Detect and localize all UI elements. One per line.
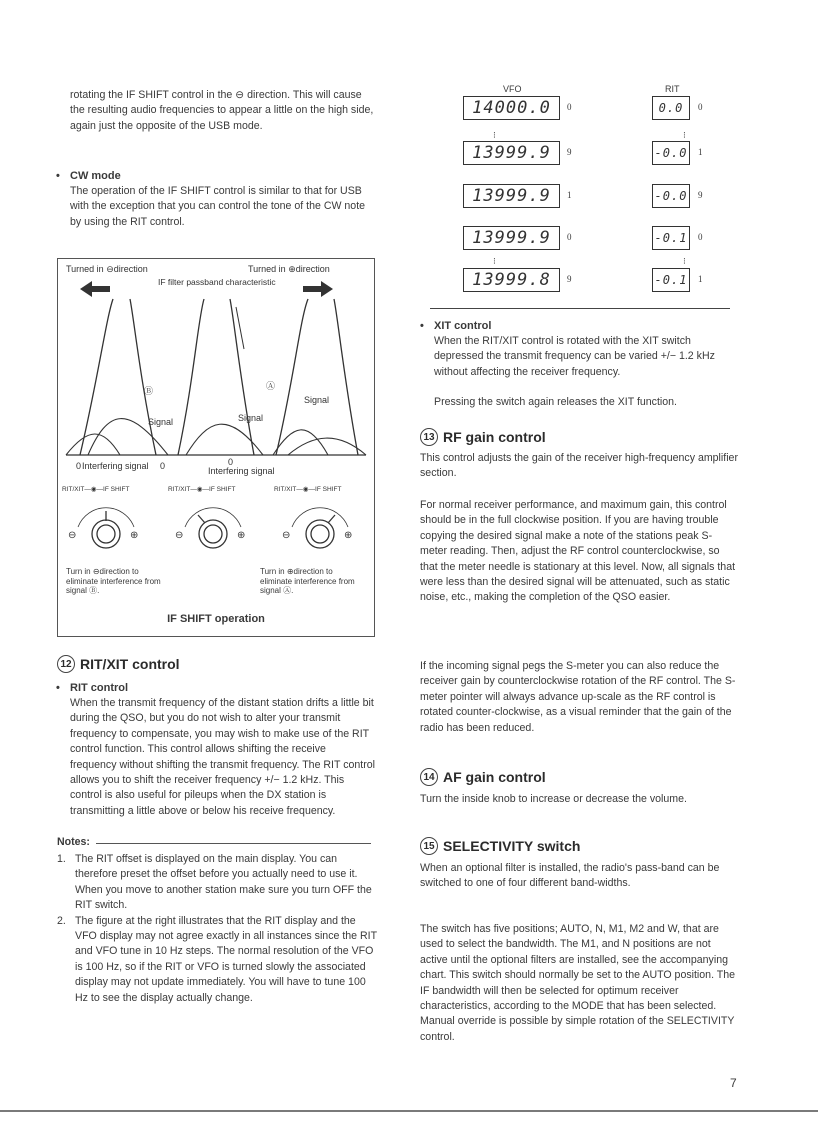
note-text: The RIT offset is displayed on the main display. You can therefore preset the offset before you actually need to use it. When you move to another station make sure you turn OFF the RIT switch. [75, 853, 372, 912]
knob-2 [185, 508, 241, 548]
left-passband-edge-1 [80, 299, 113, 455]
rit-control-heading: • RIT control [70, 682, 128, 694]
vfo-display: 13999.9 [463, 141, 560, 165]
rf-gain-paragraph-3: If the incoming signal pegs the S-meter you can also reduce the receiver gain by counterclockwise rotation of the RF control. The S-meter pointer will always advance up-scale as the RF control is rotated counter-clockwise, as a visual reminder that the gain of the radio has been reduced. [420, 660, 736, 734]
rit-digit: 0 [698, 232, 703, 242]
rit-display: -0.0 [652, 184, 690, 208]
right-passband-edge-2 [334, 299, 358, 455]
section-12-title: RIT/XIT control [80, 656, 180, 672]
left-passband-edge-2 [130, 299, 156, 455]
vfo-digit: 1 [567, 190, 572, 200]
vfo-digit: 0 [567, 102, 572, 112]
signal-label-left: Signal [148, 417, 174, 427]
section-14-title: AF gain control [443, 769, 546, 785]
plus-icon: ⊕ [237, 530, 246, 541]
rit-display: -0.1 [652, 268, 690, 292]
ellipsis-mark: ⁝ [493, 256, 496, 266]
note-number: 1. [57, 853, 66, 865]
vfo-label: VFO [503, 84, 522, 94]
note-text: The figure at the right illustrates that the RIT display and the VFO display may not agree exactly in all instances since the RIT and VFO tune in 10 Hz steps. The normal resolution of the VFO is 100 Hz, so if the RIT or VFO is turned slowly the associated display may not update immediately. You will have to tune 100 Hz to see the display actually change. [75, 914, 377, 1004]
section-12-heading [57, 655, 180, 673]
knob-label-1: RIT/XIT—◉—IF SHIFT [62, 486, 130, 493]
cw-mode-heading: • CW mode [70, 170, 121, 182]
section-13-heading [420, 428, 546, 446]
xit-control-heading: • XIT control [434, 320, 491, 332]
rit-digit: 1 [698, 274, 703, 284]
minus-icon: ⊖ [68, 530, 77, 541]
vfo-display: 13999.9 [463, 226, 560, 250]
left-arrow-icon [80, 281, 110, 297]
knob-1 [78, 508, 134, 548]
rit-digit: 1 [698, 147, 703, 157]
right-arrow-icon [303, 281, 333, 297]
turn-plus-note: Turn in ⊕direction to eliminate interference from signal Ⓐ. [260, 567, 355, 595]
selectivity-paragraph-1: When an optional filter is installed, the radio's pass-band can be switched to one of four different band-widths. [420, 862, 720, 890]
section-14-heading [420, 768, 546, 786]
marker-b: Ⓑ [144, 386, 154, 396]
knob-label-2: RIT/XIT—◉—IF SHIFT [168, 486, 236, 493]
vfo-display: 14000.0 [463, 96, 560, 120]
note-number: 2. [57, 914, 66, 927]
passband-label: IF filter passband characteristic [158, 277, 276, 287]
notes-rule [96, 843, 371, 844]
vfo-digit: 0 [567, 232, 572, 242]
knob-3 [292, 508, 348, 548]
rit-digit: 9 [698, 190, 703, 200]
display-figure [455, 84, 735, 309]
notes-label: Notes: [57, 836, 90, 848]
ellipsis-mark: ⁝ [493, 130, 496, 140]
if-shift-figure [57, 258, 375, 637]
marker-a: Ⓐ [266, 381, 276, 391]
section-15-heading [420, 837, 580, 855]
signal-label-right: Signal [304, 395, 330, 405]
right-passband-edge-1 [276, 299, 308, 455]
plus-icon: ⊕ [344, 530, 353, 541]
center-passband-edge-1 [178, 299, 204, 455]
xit-release-paragraph: Pressing the switch again releases the XIT function. [434, 396, 678, 408]
note-item [57, 852, 377, 914]
passband-pointer [236, 307, 244, 349]
rit-display: -0.1 [652, 226, 690, 250]
intro-paragraph: rotating the IF SHIFT control in the ⊖ direction. This will cause the resulting audio frequencies to appear a little on the high side, again just the opposite of the USB mode. [70, 89, 374, 132]
center-passband-edge-2 [230, 299, 254, 455]
rf-gain-paragraph-2: For normal receiver performance, and maximum gain, this control should be in the full clockwise position. If you are having trouble copying the desired signal make a note of the stations peak S-meter reading. Then, adjust the RF control counterclockwise, so that the meter needle is stationary at this level. Now, all signals that were less than the desired signal will be attenuated, such as static noise, etc., making the completion of the QSO easier. [420, 499, 736, 604]
ellipsis-mark: ⁝ [683, 130, 686, 140]
interfering-label-left: Interfering signal [82, 461, 149, 471]
zero-label-left: 0 [76, 461, 82, 471]
turned-plus-label: Turned in ⊕direction [248, 264, 330, 274]
rit-digit: 0 [698, 102, 703, 112]
interfering-label-right: Interfering signal [208, 466, 275, 476]
footer-rule [0, 1110, 818, 1112]
section-13-number: 13 [420, 428, 438, 446]
signal-label-center: Signal [238, 413, 264, 423]
vfo-digit: 9 [567, 147, 572, 157]
af-gain-paragraph: Turn the inside knob to increase or decrease the volume. [420, 793, 687, 805]
xit-control-paragraph: When the RIT/XIT control is rotated with the XIT switch depressed the transmit frequency can be varied +/− 1.2 kHz without affecting the receiver frequency. [434, 335, 715, 378]
turn-minus-note: Turn in ⊖direction to eliminate interference from signal Ⓑ. [66, 567, 161, 595]
vfo-display: 13999.9 [463, 184, 560, 208]
zero-label-right: 0 [228, 457, 234, 467]
page-number: 7 [730, 1076, 737, 1090]
section-15-title: SELECTIVITY switch [443, 838, 581, 854]
notes-list [57, 852, 377, 1006]
plus-icon: ⊕ [130, 530, 139, 541]
selectivity-paragraph-2: The switch has five positions; AUTO, N, M1, M2 and W, that are used to select the bandwidth. The M1, and N positions are not active until the optional filters are installed, see the accompanying chart. This switch should normally be set to the AUTO position. The IF bandwidth will then be selected for optimum receiver characteristics, according to the MODE that has been selected. Manual override is possible by simple rotation of the SELECTIVITY control. [420, 923, 736, 1043]
rf-gain-paragraph-1: This control adjusts the gain of the receiver high-frequency amplifier section. [420, 452, 738, 480]
display-figure-rule [430, 308, 730, 309]
figure-caption: IF SHIFT operation [167, 613, 265, 625]
vfo-display: 13999.8 [463, 268, 560, 292]
minus-icon: ⊖ [282, 530, 291, 541]
ellipsis-mark: ⁝ [683, 256, 686, 266]
rit-control-paragraph: When the transmit frequency of the distant station drifts a little bit during the QSO, but you do not wish to alter your transmit frequency to compensate, you may wish to make use of the RIT control function. This control allows shifting the receive frequency without shifting the transmit frequency. The RIT control allows you to shift the receiver frequency +/− 1.2 kHz. This control is also useful for pileups when the DX station is transmitting a little above or below his receive frequency. [70, 697, 376, 817]
rit-label: RIT [665, 84, 680, 94]
section-12-number: 12 [57, 655, 75, 673]
section-13-title: RF gain control [443, 429, 546, 445]
rit-display: -0.0 [652, 141, 690, 165]
rit-display: 0.0 [652, 96, 690, 120]
section-15-number: 15 [420, 837, 438, 855]
note-item [57, 914, 377, 1006]
knob-label-3: RIT/XIT—◉—IF SHIFT [274, 486, 342, 493]
turned-minus-label: Turned in ⊖direction [66, 264, 148, 274]
zero-label-center: 0 [160, 461, 166, 471]
minus-icon: ⊖ [175, 530, 184, 541]
cw-mode-paragraph: The operation of the IF SHIFT control is similar to that for USB with the exception that you can control the tone of the CW note by using the RIT control. [70, 185, 366, 228]
vfo-digit: 9 [567, 274, 572, 284]
section-14-number: 14 [420, 768, 438, 786]
